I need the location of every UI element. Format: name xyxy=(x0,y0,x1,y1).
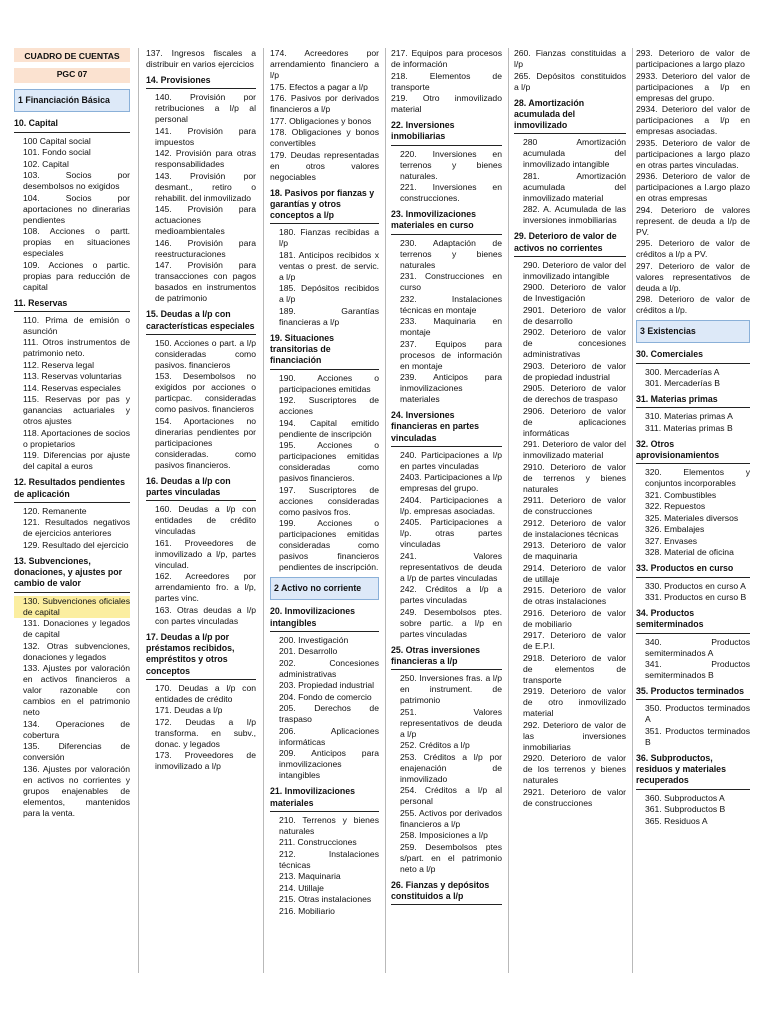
group-heading: 1 Financiación Básica xyxy=(14,89,130,112)
account-item: 218. Elementos de transporte xyxy=(391,70,502,92)
subgroup-heading: 16. Deudas a l/p con partes vinculadas xyxy=(146,476,256,502)
account-item: 172. Deudas a l/p transforma. en subv., donac. y legados xyxy=(155,716,256,749)
account-item: 291. Deterioro de valor del inmovilizado material xyxy=(523,439,626,461)
account-item: 111. Otros instrumentos de patrimonio neto. xyxy=(23,337,130,359)
account-item: 132. Otras subvenciones, donaciones y legados xyxy=(23,640,130,662)
account-item: 206. Aplicaciones informáticas xyxy=(279,725,379,747)
account-item: 205. Derechos de traspaso xyxy=(279,703,379,725)
account-item: 176. Pasivos por derivados financieros a l/p xyxy=(270,93,379,114)
account-item: 290. Deterioro de valor del inmovilizado intangible xyxy=(523,259,626,281)
account-item: 2917. Deterioro de valor de E.P.I. xyxy=(523,630,626,652)
account-item: 118. Aportaciones de socios o propietarios xyxy=(23,427,130,449)
account-item: 173. Proveedores de inmovilizado a l/p xyxy=(155,750,256,772)
account-item: 325. Materiales diversos xyxy=(645,512,739,523)
account-item: 294. Deterioro de valores represent. de deuda a l/p de PV. xyxy=(636,204,750,237)
column-5 xyxy=(514,48,626,809)
account-item: 295. Deterioro de valor de créditos a l/p a PV. xyxy=(636,238,750,259)
account-item: 2913. Deterioro de valor de maquinaria xyxy=(523,540,626,562)
account-item: 2920. Deterioro de valor de los terrenos y bienes naturales xyxy=(523,753,626,786)
account-item: 2901. Deterioro de valor de desarrollo xyxy=(523,304,626,326)
account-item: 150. Acciones o part. a l/p consideradas como pasivos. financieros xyxy=(155,337,256,370)
account-item: 140. Provisión por retribuciones a l/p al personal xyxy=(155,92,256,125)
account-item: 231. Construcciones en curso xyxy=(400,271,502,292)
account-item: 252. Créditos a l/p xyxy=(400,740,470,751)
account-item: 2404. Participaciones a l/p. empresas asociadas. xyxy=(400,494,502,516)
account-item: 233. Maquinaria en montaje xyxy=(400,316,502,337)
account-item: 297. Deterioro de valor de valores representativos de deuda a l/p. xyxy=(636,260,750,293)
account-item: 160. Deudas a l/p con entidades de crédito vinculadas xyxy=(155,504,256,537)
account-item: 133. Ajustes por valoración en activos financieros a valor razonable con cambios en el patrimonio neto xyxy=(23,663,130,717)
account-item: 103. Socios por desembolsos no exigidos xyxy=(23,170,130,191)
account-item: 178. Obligaciones y bonos convertibles xyxy=(270,127,379,148)
subgroup-heading: 18. Pasivos por fianzas y garantías y otros conceptos a l/p xyxy=(270,188,379,225)
account-item: 194. Capital emitido pendiente de inscripción xyxy=(279,417,379,439)
subgroup-heading: 17. Deudas a l/p por préstamos recibidos, empréstitos y otros conceptos xyxy=(146,632,256,680)
account-item: 181. Anticipos recibidos x ventas o prest. de servic. a l/p xyxy=(279,249,379,282)
column-divider xyxy=(508,48,509,973)
account-item: 195. Acciones o participaciones emitidas consideradas como pasivos financieros. xyxy=(279,440,379,483)
group-heading: 2 Activo no corriente xyxy=(270,577,379,600)
group-heading: 3 Existencias xyxy=(636,320,750,343)
subgroup-heading: 25. Otras inversiones financieras a l/p xyxy=(391,645,502,671)
account-item: 135. Diferencias de conversión xyxy=(23,741,130,762)
account-item: 2903. Deterioro de valor de propiedad industrial xyxy=(523,360,626,382)
account-item: 216. Mobiliario xyxy=(279,905,335,916)
account-item: 161. Proveedores de inmovilizado a l/p, partes vinculad. xyxy=(155,537,256,570)
account-item: 201. Desarrollo xyxy=(279,646,338,657)
account-item: 120. Remanente xyxy=(23,505,87,516)
subgroup-heading: 23. Inmovilizaciones materiales en curso xyxy=(391,209,502,235)
column-3 xyxy=(270,48,379,917)
subgroup-heading: 35. Productos terminados xyxy=(636,686,750,700)
account-item: 250. Inversiones fras. a l/p en instrument. de patrimonio xyxy=(400,673,502,706)
account-item: 2912. Deterioro de valor de instalaciones técnicas xyxy=(523,517,626,539)
account-item: 163. Otras deudas a l/p con partes vinculadas xyxy=(155,604,256,626)
column-2 xyxy=(146,48,256,773)
account-item: 142. Provisión para otras responsabilidades xyxy=(155,148,256,170)
account-item: 104. Socios por aportaciones no dinerarias pendientes xyxy=(23,192,130,225)
account-item: 258. Imposiciones a l/p xyxy=(400,830,488,841)
account-item: 328. Material de oficina xyxy=(645,547,734,558)
account-item: 327. Envases xyxy=(645,535,698,546)
column-divider xyxy=(138,48,139,973)
subgroup-heading: 34. Productos semiterminados xyxy=(636,608,750,634)
account-item: 102. Capital xyxy=(23,158,69,169)
account-item: 146. Provisión para reestructuraciones xyxy=(155,237,256,259)
document-title: CUADRO DE CUENTAS xyxy=(14,48,130,62)
subgroup-heading: 24. Inversiones financieras en partes vinculadas xyxy=(391,410,502,447)
account-item: 311. Materias primas B xyxy=(645,422,733,433)
account-item: 175. Efectos a pagar a l/p xyxy=(270,81,368,92)
account-item: 110. Prima de emisión o asunción xyxy=(23,314,130,336)
account-item: 260. Fianzas constituidas a l/p xyxy=(514,48,626,69)
column-4 xyxy=(391,48,502,908)
account-item: 2902. Deterioro de valor de concesiones administrativas xyxy=(523,327,626,360)
account-item: 177. Obligaciones y bonos xyxy=(270,115,372,126)
account-item: 2919. Deterioro de valor de otro inmovilizado material xyxy=(523,686,626,719)
subgroup-heading: 13. Subvenciones, donaciones, y ajustes por cambio de valor xyxy=(14,556,130,593)
subgroup-heading: 28. Amortización acumulada del inmovilizado xyxy=(514,98,626,135)
account-item: 2900. Deterioro de valor de Investigación xyxy=(523,282,626,304)
account-item: 2910. Deterioro de valor de terrenos y bienes naturales xyxy=(523,461,626,494)
account-item: 2935. Deterioro de valor de participaciones a largo plazo en otras partes vinculadas. xyxy=(636,137,750,170)
account-item: 365. Residuos A xyxy=(645,815,708,826)
account-item: 145. Provisión para actuaciones medioambientales xyxy=(155,204,256,237)
account-item: 215. Otras instalaciones xyxy=(279,894,372,905)
account-item: 2911. Deterioro de valor de construcciones xyxy=(523,495,626,517)
subgroup-heading: 31. Materias primas xyxy=(636,394,750,408)
account-item: 259. Desembolsos ptes s/part. en el patrimonio neto a l/p xyxy=(400,841,502,874)
account-item: 239. Anticipos para inmovilizaciones materiales xyxy=(400,372,502,404)
account-item: 321. Combustibles xyxy=(645,489,717,500)
account-item: 293. Deterioro de valor de participaciones a largo plazo xyxy=(636,48,750,69)
account-item: 162. Acreedores por arrendamiento fro. a l/p, partes vinc. xyxy=(155,571,256,604)
account-item: 2916. Deterioro de valor de mobiliario xyxy=(523,607,626,629)
account-item: 101. Fondo social xyxy=(23,147,91,157)
account-item: 114. Reservas especiales xyxy=(23,382,121,393)
account-item: 240. Participaciones a l/p en partes vinculadas xyxy=(400,449,502,471)
subgroup-heading: 33. Productos en curso xyxy=(636,563,750,577)
subgroup-heading: 21. Inmovilizaciones materiales xyxy=(270,786,379,812)
account-item: 221. Inversiones en construcciones. xyxy=(400,182,502,203)
account-item: 189. Garantías financieras a l/p xyxy=(279,305,379,327)
account-item: 199. Acciones o participaciones emitidas consideradas como pasivos financieros pendientes de inscripción. xyxy=(279,518,379,572)
account-item: 200. Investigación xyxy=(279,634,349,645)
account-item: 330. Productos en curso A xyxy=(645,580,746,591)
account-item: 350. Productos terminados A xyxy=(645,703,750,725)
account-item: 2905. Deterioro de valor de derechos de traspaso xyxy=(523,383,626,405)
account-item: 197. Suscriptores de acciones consideradas como pasivos fros. xyxy=(279,484,379,517)
account-item: 326. Embalajes xyxy=(645,524,705,535)
document-subtitle: PGC 07 xyxy=(14,68,130,83)
account-item: 203. Propiedad industrial xyxy=(279,680,375,691)
account-item: 2918. Deterioro de valor de elementos de transporte xyxy=(523,652,626,685)
subgroup-heading: 32. Otros aprovisionamientos xyxy=(636,439,750,465)
account-item: 153. Desembolsos no exigidos por acciones o particpac. consideradas como pasivos. financieros xyxy=(155,371,256,415)
account-item: 112. Reserva legal xyxy=(23,359,95,370)
account-item: 143. Provisión por desmant., retiro o rehabilit. del inmovilizado xyxy=(155,170,256,203)
account-item: 255. Activos por derivados financieros a l/p xyxy=(400,807,502,829)
subgroup-heading: 20. Inmovilizaciones intangibles xyxy=(270,606,379,632)
account-item: 2934. Deterioro del valor de participaciones a l/p en empresas asociadas. xyxy=(636,104,750,136)
account-item: 171. Deudas a l/p xyxy=(155,705,223,716)
subgroup-heading: 22. Inversiones inmobiliarias xyxy=(391,120,502,146)
account-item: 2906. Deterioro de valor de aplicaciones informáticas xyxy=(523,405,626,438)
subgroup-heading: 30. Comerciales xyxy=(636,349,750,363)
account-item: 251. Valores representativos de deuda a l/p xyxy=(400,706,502,739)
account-item: 154. Aportaciones no dinerarias pendientes por participaciones consideradas. como pasivos financieros. xyxy=(155,415,256,470)
account-item: 108. Acciones o partt. propias en situaciones especiales xyxy=(23,226,130,258)
account-item: 242. Créditos a l/p a partes vinculadas xyxy=(400,584,502,606)
account-item: 137. Ingresos fiscales a distribuir en varios ejercicios xyxy=(146,48,256,69)
account-item: 192. Suscriptores de acciones xyxy=(279,395,379,416)
subgroup-heading: 36. Subproductos, residuos y materiales recuperados xyxy=(636,753,750,790)
account-item: 241. Valores representativos de deuda a l/p de partes vinculadas xyxy=(400,550,502,583)
account-item: 2933. Deterioro del valor de participaciones a l/p en empresas del grupo. xyxy=(636,70,750,103)
account-item: 131. Donaciones y legados de capital xyxy=(23,618,130,639)
account-item: 220. Inversiones en terrenos y bienes naturales. xyxy=(400,148,502,181)
account-item: 360. Subproductos A xyxy=(645,792,725,803)
account-item: 301. Mercaderías B xyxy=(645,378,720,388)
account-item: 134. Operaciones de cobertura xyxy=(23,718,130,740)
account-item: 209. Anticipos para inmovilizaciones intangibles xyxy=(279,748,379,781)
subgroup-heading: 19. Situaciones transitorias de financiación xyxy=(270,333,379,370)
account-item: 109. Acciones o partic. propias para reducción de capital xyxy=(23,259,130,292)
account-item: 361. Subproductos B xyxy=(645,804,726,814)
column-divider xyxy=(385,48,386,973)
account-item: 136. Ajustes por valoración en activos no corrientes y grupos enajenables de elementos, mantenidos para la venta. xyxy=(23,763,130,818)
subgroup-heading: 11. Reservas xyxy=(14,298,130,312)
account-item: 281. Amortización acumulada del inmovilizado material xyxy=(523,170,626,203)
subgroup-heading: 26. Fianzas y depósitos constituidos a l/p xyxy=(391,880,502,906)
account-item: 100 Capital social xyxy=(23,135,91,146)
account-item: 174. Acreedores por arrendamiento financiero a l/p xyxy=(270,48,379,80)
subgroup-heading: 12. Resultados pendientes de aplicación xyxy=(14,477,130,503)
account-item: 249. Desembolsos ptes. sobre partic. a l/p en partes vinculadas xyxy=(400,606,502,639)
subgroup-heading: 14. Provisiones xyxy=(146,75,256,89)
account-item: 310. Materias primas A xyxy=(645,411,733,422)
account-item: 230. Adaptación de terrenos y bienes naturales xyxy=(400,237,502,270)
account-item: 212. Instalaciones técnicas xyxy=(279,848,379,870)
account-item: 232. Instalaciones técnicas en montaje xyxy=(400,293,502,315)
account-item: 119. Diferencias por ajuste del capital a euros xyxy=(23,450,130,472)
subgroup-heading: 29. Deterioro de valor de activos no corrientes xyxy=(514,231,626,257)
account-item: 180. Fianzas recibidas a l/p xyxy=(279,227,379,249)
subgroup-heading: 15. Deudas a l/p con características especiales xyxy=(146,309,256,335)
account-item: 2405. Participaciones a l/p. otras partes vinculadas xyxy=(400,517,502,550)
account-item: 2914. Deterioro de valor de utillaje xyxy=(523,562,626,584)
account-item: 147. Provisión para transacciones con pagos basados en instrumentos de patrimonio xyxy=(155,260,256,304)
account-item: 2936. Deterioro de valor de participaciones a l.argo plazo en otras empresas xyxy=(636,171,750,203)
account-item: 265. Depósitos constituidos a l/p xyxy=(514,70,626,92)
account-item: 282. A. Acumulada de las inversiones inmobiliarias xyxy=(523,204,626,226)
account-item: 115. Reservas por pas y ganancias actuariales y otros ajustes xyxy=(23,394,130,427)
account-item: 341. Productos semiterminados B xyxy=(645,659,750,680)
account-item: 331. Productos en curso B xyxy=(645,592,747,602)
account-item: 219. Otro inmovilizado material xyxy=(391,93,502,114)
account-item: 254. Créditos a l/p al personal xyxy=(400,785,502,807)
account-item: 202. Concesiones administrativas xyxy=(279,657,379,679)
account-item: 300. Mercaderías A xyxy=(645,366,720,377)
account-item: 185. Depósitos recibidos a l/p xyxy=(279,283,379,305)
account-item: 292. Deterioro de valor de las inversiones inmobiliarias xyxy=(523,719,626,752)
column-1 xyxy=(14,48,130,819)
column-divider xyxy=(632,48,633,973)
account-item: 2921. Deterioro de valor de construcciones xyxy=(523,786,626,808)
account-item: 204. Fondo de comercio xyxy=(279,691,372,702)
account-item: 213. Maquinaria xyxy=(279,871,341,882)
chart-of-accounts-page xyxy=(14,48,758,973)
account-item: 179. Deudas representadas en otros valores negociables xyxy=(270,149,379,182)
column-divider xyxy=(263,48,264,973)
account-item: 322. Repuestos xyxy=(645,501,706,512)
account-item: 141. Provisión para impuestos xyxy=(155,125,256,147)
subgroup-heading: 10. Capital xyxy=(14,118,130,132)
account-item: 190. Acciones o participaciones emitidas xyxy=(279,372,379,394)
account-item: 2403. Participaciones a l/p empresas del grupo. xyxy=(400,472,502,494)
account-item: 217. Equipos para procesos de información xyxy=(391,48,502,69)
account-item: 2915. Deterioro de valor de otras instalaciones xyxy=(523,585,626,607)
account-item: 320. Elementos y conjuntos incorporables xyxy=(645,467,750,489)
account-item: 253. Créditos a l/p por enajenación de inmovilizado xyxy=(400,751,502,784)
account-item: 214. Utillaje xyxy=(279,882,324,893)
account-item: 129. Resultado del ejercicio xyxy=(23,539,129,550)
account-item: 340. Productos semiterminados A xyxy=(645,636,750,658)
account-item: 170. Deudas a l/p con entidades de crédito xyxy=(155,682,256,704)
account-item: 351. Productos terminados B xyxy=(645,725,750,747)
account-item: 113. Reservas voluntarias xyxy=(23,371,122,382)
account-item: 298. Deterioro de valor de créditos a l/p. xyxy=(636,294,750,315)
account-item: 280 Amortización acumulada del inmovilizado intangible xyxy=(523,137,626,170)
account-item: 210. Terrenos y bienes naturales xyxy=(279,814,379,836)
account-item-highlighted: 130. Subvenciones oficiales de capital xyxy=(14,596,130,618)
account-item: 237. Equipos para procesos de información en montaje xyxy=(400,338,502,371)
account-item: 121. Resultados negativos de ejercicios anteriores xyxy=(23,517,130,539)
account-item: 211. Construcciones xyxy=(279,837,357,848)
column-6 xyxy=(636,48,750,827)
